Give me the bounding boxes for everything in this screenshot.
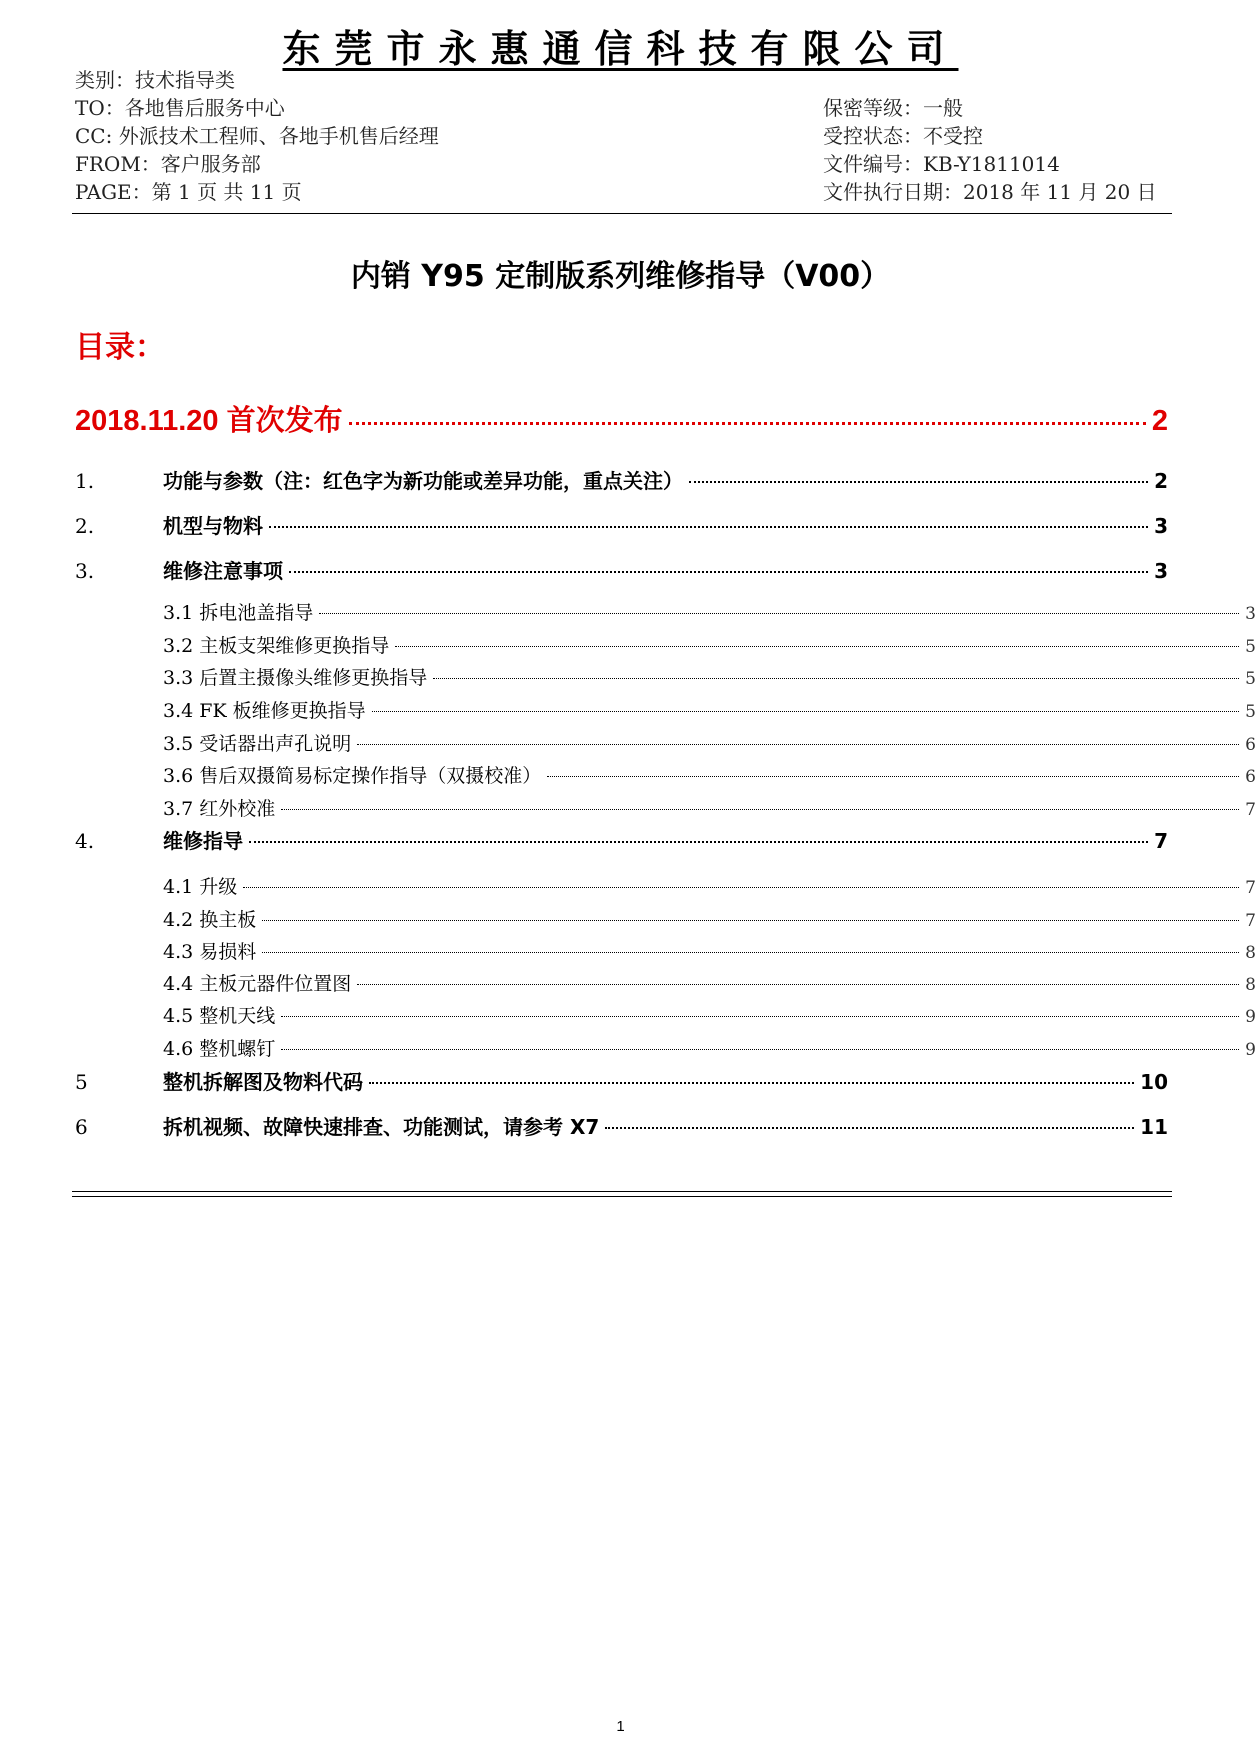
header-right-meta: [823, 94, 1157, 206]
toc-label: 3.1 拆电池盖指导: [163, 602, 314, 624]
toc-page: 10: [1140, 1070, 1168, 1094]
control-status-line: 受控状态：不受控: [823, 124, 983, 148]
header-left-meta: [75, 66, 439, 206]
toc-label: 4.1 升级: [163, 876, 238, 898]
toc-leader: [281, 809, 1239, 810]
toc-page: 9: [1245, 1007, 1256, 1027]
toc-leader: [289, 571, 1148, 573]
toc-label: 机型与物料: [163, 514, 263, 538]
toc-page: 3: [1245, 604, 1256, 624]
toc-label: 维修注意事项: [163, 559, 283, 583]
company-name: 东莞市永惠通信科技有限公司: [282, 27, 959, 71]
toc-label: 拆机视频、故障快速排查、功能测试，请参考 X7: [163, 1115, 600, 1139]
toc-subentry[interactable]: [75, 663, 1256, 690]
toc-number: 2.: [75, 514, 95, 538]
toc-leader: [369, 1082, 1134, 1084]
page-number: 1: [616, 1718, 625, 1735]
toc-label: 4.6 整机螺钉: [163, 1038, 276, 1060]
toc-entry[interactable]: [75, 555, 1168, 584]
document-number-line: 文件编号：KB-Y1811014: [823, 152, 1060, 176]
toc-leader: [262, 952, 1239, 953]
toc-label: 3.7 红外校准: [163, 798, 276, 820]
toc-subentry[interactable]: [75, 1034, 1256, 1061]
toc-entry[interactable]: [75, 510, 1168, 539]
toc-subentry[interactable]: [75, 872, 1256, 899]
toc-label: 4.4 主板元器件位置图: [163, 973, 352, 995]
toc-label: 3.6 售后双摄简易标定操作指导（双摄校准）: [163, 765, 542, 787]
toc-label: 2018.11.20 首次发布: [75, 405, 343, 437]
toc-subentry[interactable]: [75, 598, 1256, 625]
toc-leader: [243, 887, 1239, 888]
toc-page: 3: [1154, 514, 1168, 538]
toc-label: 功能与参数（注：红色字为新功能或差异功能，重点关注）: [163, 469, 683, 493]
toc-page: 5: [1245, 637, 1256, 657]
toc-page: 7: [1245, 911, 1256, 931]
toc-release-entry[interactable]: [75, 398, 1168, 439]
toc-leader: [689, 481, 1148, 483]
toc-subentry[interactable]: [75, 969, 1256, 996]
toc-leader: [349, 422, 1146, 425]
toc-leader: [281, 1049, 1239, 1050]
toc-leader: [262, 920, 1239, 921]
toc-label: 整机拆解图及物料代码: [163, 1070, 363, 1094]
toc-page: 8: [1245, 975, 1256, 995]
toc-page: 5: [1245, 702, 1256, 722]
toc-leader: [357, 744, 1239, 745]
toc-subentry[interactable]: [75, 794, 1256, 821]
toc-end-divider-top: [72, 1191, 1172, 1192]
toc-entry[interactable]: [75, 1066, 1168, 1095]
toc-label: 维修指导: [163, 829, 243, 853]
toc-subentry[interactable]: [75, 761, 1256, 788]
toc-leader: [547, 776, 1239, 777]
toc-page: 7: [1245, 800, 1256, 820]
header-divider: [72, 213, 1172, 214]
toc-subentry[interactable]: [75, 1001, 1256, 1028]
toc-number: 3.: [75, 559, 95, 583]
from-line: FROM：客户服务部: [75, 152, 261, 176]
toc-label: 3.5 受话器出声孔说明: [163, 733, 352, 755]
toc-leader: [281, 1016, 1239, 1017]
toc-entry[interactable]: [75, 825, 1168, 854]
page-count-line: PAGE：第 1 页 共 11 页: [75, 180, 302, 204]
toc-subentry[interactable]: [75, 631, 1256, 658]
toc-leader: [249, 841, 1148, 843]
toc-page: 7: [1154, 829, 1168, 853]
toc-entry[interactable]: [75, 465, 1168, 494]
cc-line: CC: 外派技术工程师、各地手机售后经理: [75, 124, 439, 148]
toc-number: 6: [75, 1115, 88, 1139]
toc-leader: [372, 711, 1239, 712]
toc-heading: 目录：: [75, 330, 165, 365]
toc-entry[interactable]: [75, 1111, 1168, 1140]
toc-page: 6: [1245, 767, 1256, 787]
toc-leader: [605, 1127, 1134, 1129]
toc-leader: [433, 678, 1239, 679]
toc-number: 1.: [75, 469, 95, 493]
toc-label: 4.3 易损料: [163, 941, 257, 963]
toc-page: 2: [1154, 469, 1168, 493]
confidentiality-line: 保密等级：一般: [823, 96, 963, 120]
toc-page: 11: [1140, 1115, 1168, 1139]
toc-label: 3.4 FK 板维修更换指导: [163, 700, 366, 722]
toc-label: 4.5 整机天线: [163, 1005, 276, 1027]
toc-subentry[interactable]: [75, 937, 1256, 964]
toc-end-divider-bottom: [72, 1196, 1172, 1197]
toc-page: 2: [1151, 405, 1168, 437]
toc-subentry[interactable]: [75, 729, 1256, 756]
toc-page: 9: [1245, 1040, 1256, 1060]
to-line: TO：各地售后服务中心: [75, 96, 285, 120]
toc-page: 8: [1245, 943, 1256, 963]
toc-page: 6: [1245, 735, 1256, 755]
toc-number: 4.: [75, 829, 95, 853]
toc-subentry[interactable]: [75, 696, 1256, 723]
toc-leader: [319, 613, 1239, 614]
toc-subentry[interactable]: [75, 905, 1256, 932]
category-line: 类别：技术指导类: [75, 68, 235, 92]
effective-date-line: 文件执行日期：2018 年 11 月 20 日: [823, 180, 1157, 204]
toc-label: 4.2 换主板: [163, 909, 257, 931]
toc-leader: [269, 526, 1148, 528]
toc-page: 5: [1245, 669, 1256, 689]
toc-label: 3.3 后置主摄像头维修更换指导: [163, 667, 428, 689]
toc-leader: [357, 984, 1239, 985]
toc-page: 7: [1245, 878, 1256, 898]
toc-label: 3.2 主板支架维修更换指导: [163, 635, 390, 657]
toc-leader: [395, 646, 1239, 647]
toc-page: 3: [1154, 559, 1168, 583]
document-title: 内销 Y95 定制版系列维修指导（V00）: [350, 259, 891, 294]
toc-number: 5: [75, 1070, 88, 1094]
